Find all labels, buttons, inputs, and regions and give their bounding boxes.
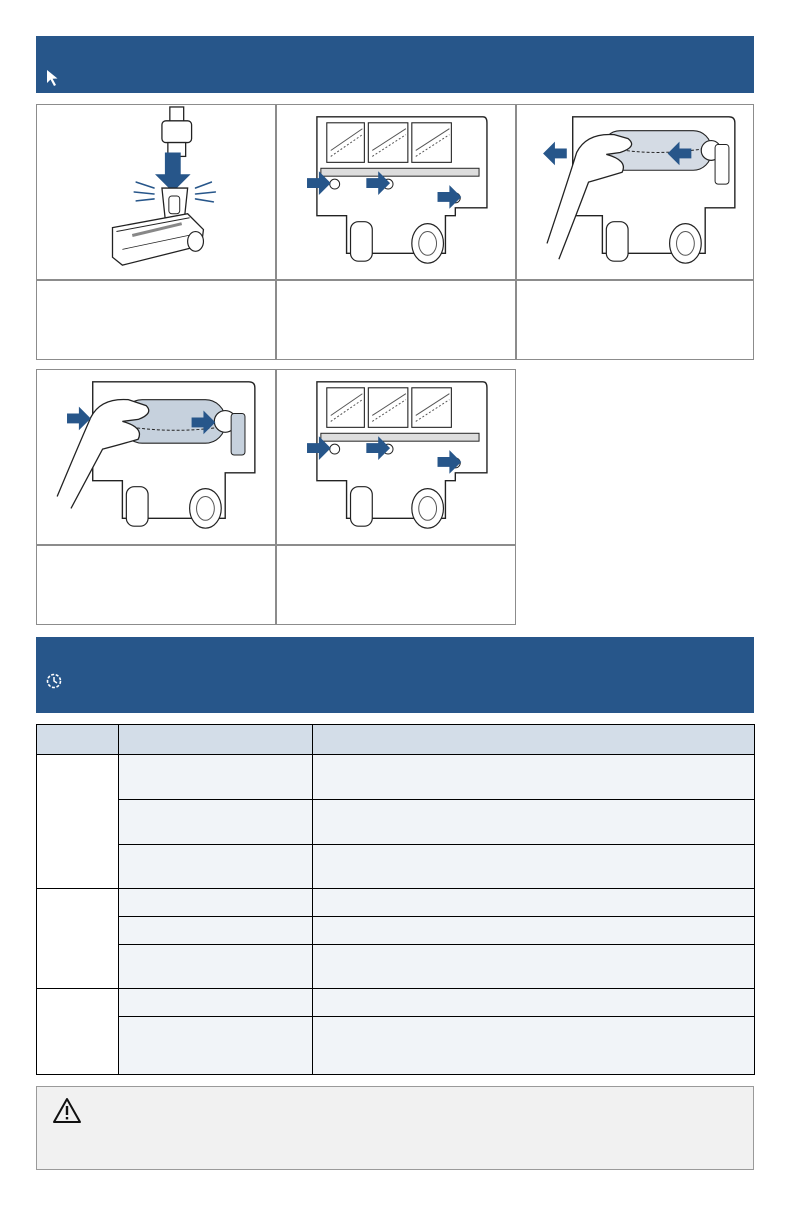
cause-cell (119, 845, 313, 889)
step-4-illustration (36, 369, 276, 545)
solution-cell (313, 1017, 755, 1075)
step-3-illustration (516, 104, 754, 280)
step-4-caption-box (36, 545, 276, 625)
solution-cell (313, 800, 755, 845)
solution-cell (313, 889, 755, 917)
cause-cell (119, 917, 313, 945)
step-1-illustration (36, 104, 276, 280)
problem-cell (37, 755, 119, 889)
vacuum-handle-attach-illustration (37, 105, 275, 279)
problem-cell (37, 889, 119, 989)
problem-cell (37, 989, 119, 1075)
nozzle-underside-lock-illustration (277, 370, 515, 544)
header-problem (37, 725, 119, 755)
solution-cell (313, 755, 755, 800)
troubleshooting-banner (36, 637, 754, 713)
warning-triangle-icon (52, 1097, 82, 1124)
table-row (37, 845, 755, 889)
table-row (37, 889, 755, 917)
warning-box (36, 1086, 754, 1170)
solution-cell (313, 845, 755, 889)
nozzle-underside-release-illustration (277, 105, 515, 279)
table-row (37, 1017, 755, 1075)
cause-cell (119, 800, 313, 845)
table-row (37, 989, 755, 1017)
step-2-caption-box (276, 280, 516, 360)
brushroll-insert-illustration (37, 370, 275, 544)
step-2-illustration (276, 104, 516, 280)
table-row (37, 945, 755, 989)
cause-cell (119, 889, 313, 917)
solution-cell (313, 945, 755, 989)
troubleshooting-table (36, 724, 755, 1075)
solution-cell (313, 917, 755, 945)
table-row (37, 917, 755, 945)
brushroll-removal-illustration (517, 105, 753, 279)
step-1-caption-box (36, 280, 276, 360)
header-solution (313, 725, 755, 755)
cause-cell (119, 945, 313, 989)
step-5-illustration (276, 369, 516, 545)
cursor-arrow-icon (45, 69, 61, 87)
step-3-caption-box (516, 280, 754, 360)
solution-cell (313, 989, 755, 1017)
step-5-caption-box (276, 545, 516, 625)
timer-icon (45, 672, 63, 690)
table-header-row (37, 725, 755, 755)
header-cause (119, 725, 313, 755)
cause-cell (119, 1017, 313, 1075)
table-row (37, 755, 755, 800)
cause-cell (119, 755, 313, 800)
maintenance-banner (36, 36, 754, 93)
table-row (37, 800, 755, 845)
cause-cell (119, 989, 313, 1017)
